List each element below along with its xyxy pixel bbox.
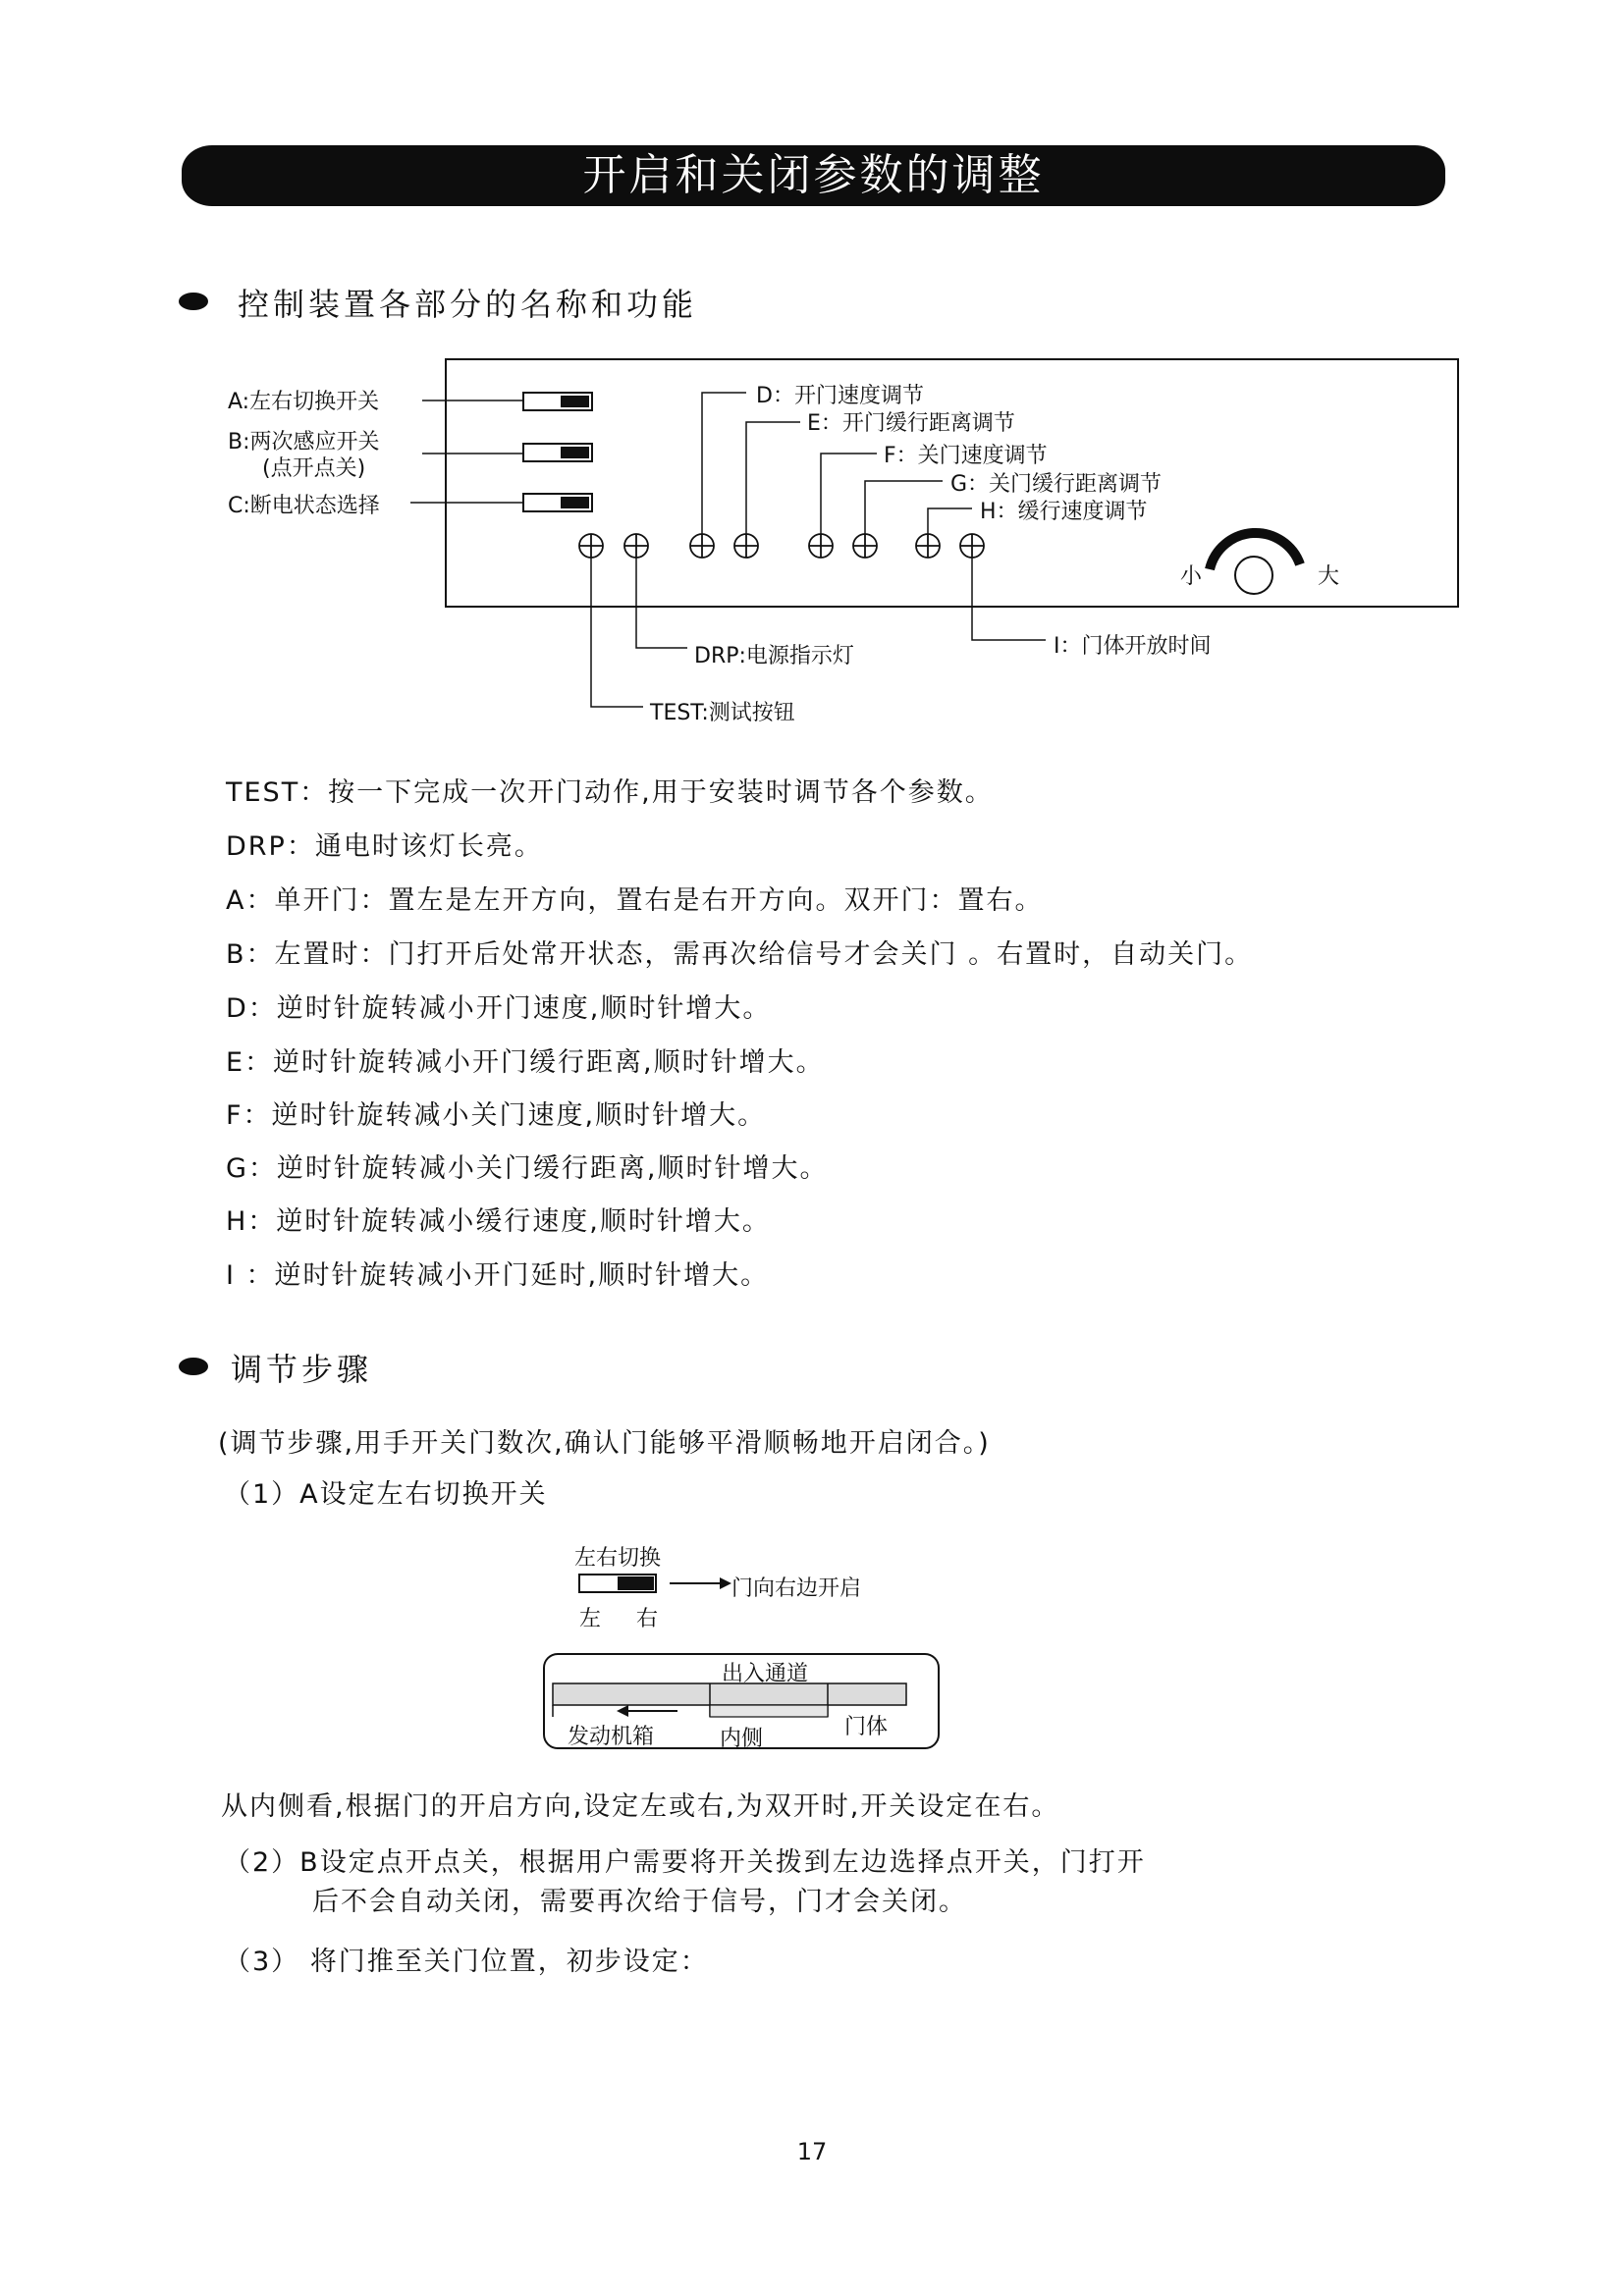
step-2-line-1: （2）B设定点开点关，根据用户需要将开关拨到左边选择点开关，门打开 xyxy=(224,1847,1146,1878)
switch-b-icon xyxy=(523,444,592,461)
arrow-right-icon xyxy=(670,1577,731,1589)
arrow-label: 门向右边开启 xyxy=(731,1576,862,1601)
switch-right-label: 右 xyxy=(636,1607,659,1631)
drp-led-icon xyxy=(624,534,648,558)
steps-intro: (调节步骤,用手开关门数次,确认门能够平滑顺畅地开启闭合。) xyxy=(218,1428,991,1459)
pot-g-icon xyxy=(853,534,877,558)
pot-i-icon xyxy=(960,534,984,558)
label-pot-f: F：关门速度调节 xyxy=(884,444,1048,468)
label-knob-large: 大 xyxy=(1318,564,1340,589)
desc-a: A：单开门：置左是左开方向，置右是右开方向。双开门：置右。 xyxy=(226,885,1044,916)
section-heading-steps: 调节步骤 xyxy=(231,1351,373,1388)
label-switch-b-note: (点开点关) xyxy=(262,456,366,481)
switch-title: 左右切换 xyxy=(574,1546,662,1571)
speed-knob-icon xyxy=(1210,533,1300,594)
desc-e: E：逆时针旋转减小开门缓行距离,顺时针增大。 xyxy=(226,1047,825,1078)
desc-b: B：左置时：门打开后处常开状态，需再次给信号才会关门 。右置时，自动关门。 xyxy=(226,939,1254,970)
desc-i: I ：逆时针旋转减小开门延时,顺时针增大。 xyxy=(226,1260,770,1291)
desc-f: F：逆时针旋转减小关门速度,顺时针增大。 xyxy=(226,1100,767,1131)
pot-d-icon xyxy=(690,534,714,558)
label-pot-g: G：关门缓行距离调节 xyxy=(950,472,1163,497)
label-pot-d: D：开门速度调节 xyxy=(756,384,924,408)
switch-c-icon xyxy=(523,494,592,511)
section-heading-controls: 控制装置各部分的名称和功能 xyxy=(238,286,698,323)
label-switch-b: B:两次感应开关 xyxy=(228,430,380,454)
page-title: 开启和关闭参数的调整 xyxy=(582,150,1045,200)
switch-a-icon xyxy=(523,393,592,410)
test-button-icon xyxy=(579,534,603,558)
step-1: （1）A设定左右切换开关 xyxy=(224,1479,548,1510)
motor-box-label: 发动机箱 xyxy=(568,1725,655,1749)
passage-label: 出入通道 xyxy=(722,1662,809,1686)
bullet-icon xyxy=(179,1358,208,1375)
label-drp: DRP:电源指示灯 xyxy=(694,644,854,668)
desc-d: D：逆时针旋转减小开门速度,顺时针增大。 xyxy=(226,993,772,1024)
label-pot-h: H：缓行速度调节 xyxy=(980,500,1148,524)
desc-test: TEST：按一下完成一次开门动作,用于安装时调节各个参数。 xyxy=(226,777,994,808)
door-label: 门体 xyxy=(844,1715,889,1739)
label-switch-a: A:左右切换开关 xyxy=(228,390,380,414)
label-knob-small: 小 xyxy=(1180,564,1203,589)
page-number: 17 xyxy=(796,2138,828,2165)
desc-g: G：逆时针旋转减小关门缓行距离,顺时针增大。 xyxy=(226,1153,829,1184)
label-switch-c: C:断电状态选择 xyxy=(228,494,380,518)
desc-drp: DRP：通电时该灯长亮。 xyxy=(226,831,543,862)
label-test: TEST:测试按钮 xyxy=(650,701,795,725)
label-pot-e: E：开门缓行距离调节 xyxy=(807,411,1015,436)
step-1-note: 从内侧看,根据门的开启方向,设定左或右,为双开时,开关设定在右。 xyxy=(221,1791,1060,1822)
pot-h-icon xyxy=(916,534,940,558)
step-2-line-2: 后不会自动关闭，需要再次给于信号，门才会关闭。 xyxy=(312,1887,967,1917)
desc-h: H：逆时针旋转减小缓行速度,顺时针增大。 xyxy=(226,1206,771,1237)
direction-switch-icon xyxy=(579,1575,656,1592)
pot-f-icon xyxy=(809,534,833,558)
arrow-left-icon xyxy=(617,1705,677,1717)
inside-label: 内侧 xyxy=(720,1727,764,1751)
step-3: （3） 将门推至关门位置，初步设定： xyxy=(224,1947,709,1977)
pot-e-icon xyxy=(734,534,758,558)
switch-left-label: 左 xyxy=(579,1607,602,1631)
label-pot-i: I：门体开放时间 xyxy=(1054,634,1212,659)
